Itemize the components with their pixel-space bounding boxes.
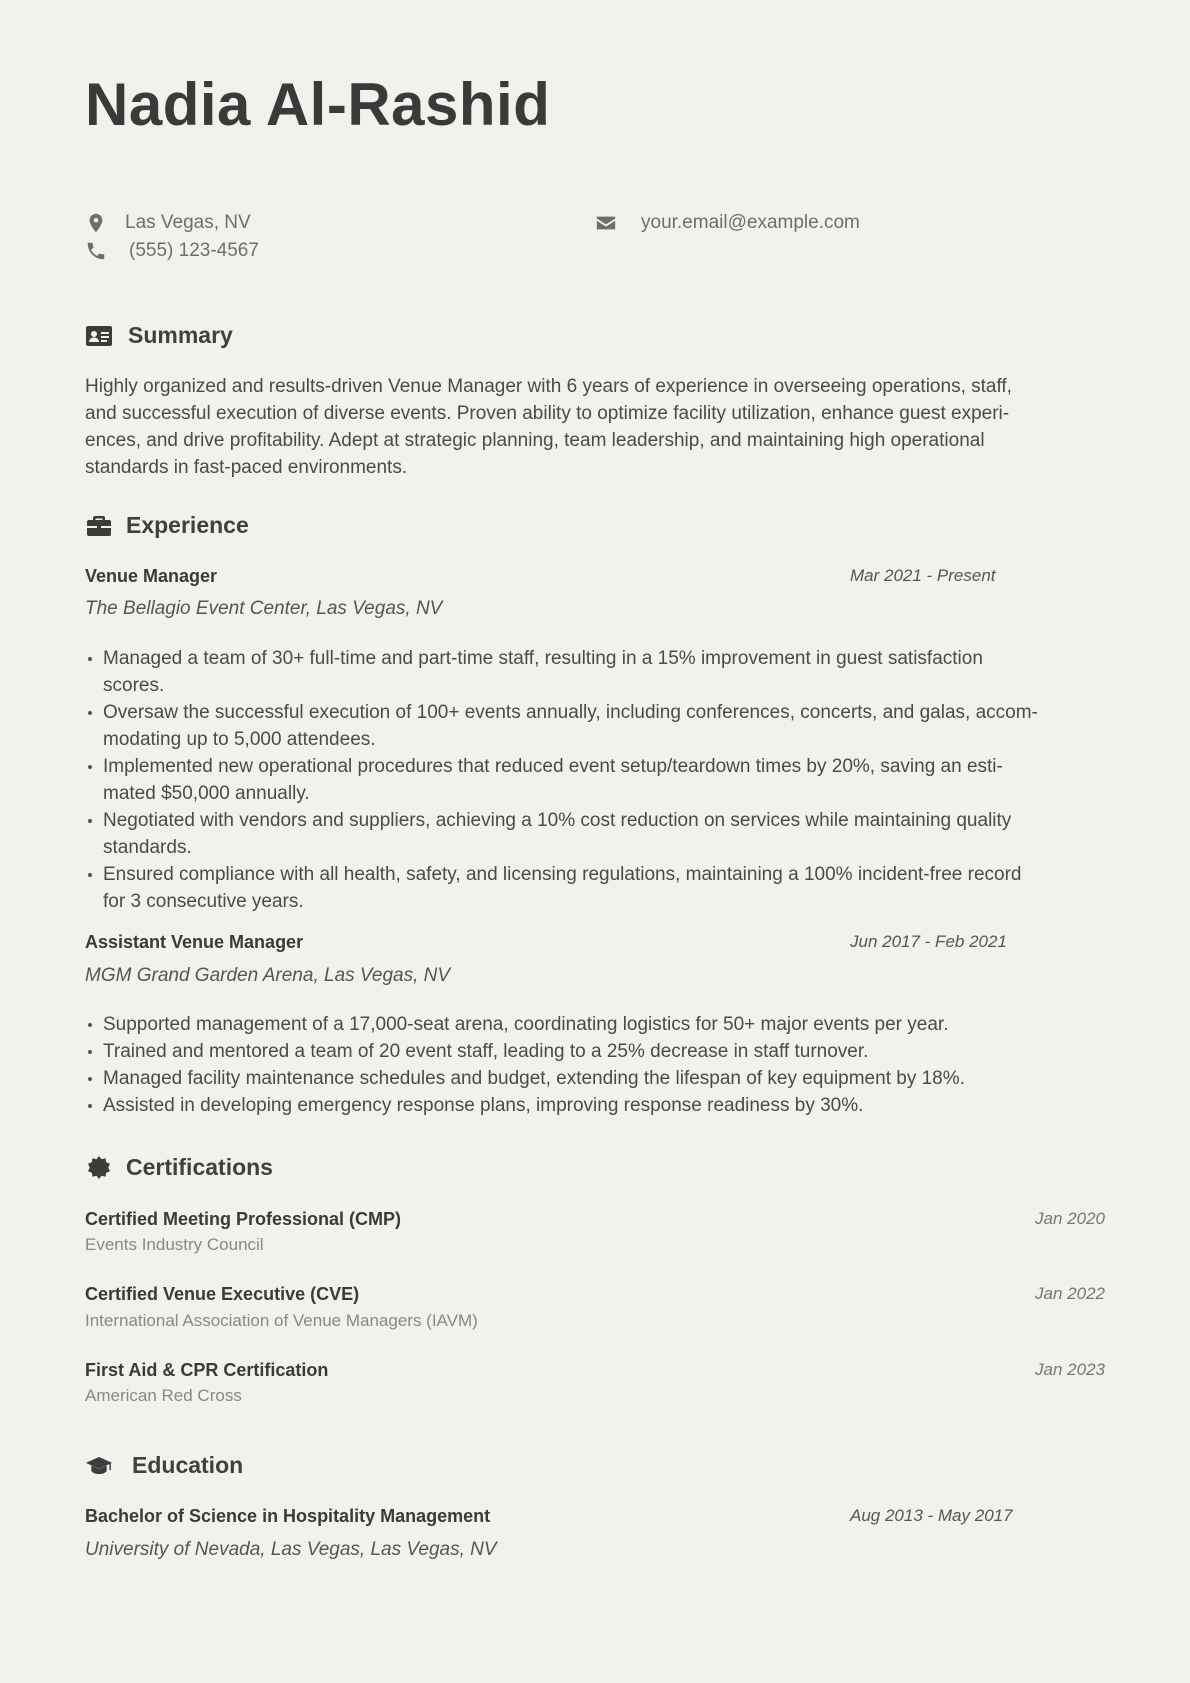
section-summary-heading	[85, 322, 233, 349]
job-company: The Bellagio Event Center, Las Vegas, NV	[85, 598, 443, 619]
summary-line: Highly organized and results-driven Venue Manager with 6 years of experience in overseeing operations, staff,	[85, 376, 1012, 397]
summary-text	[85, 373, 1095, 481]
section-title: Summary	[128, 322, 233, 348]
resume-page	[85, 0, 1105, 1683]
section-experience-heading	[85, 512, 249, 539]
list-item: Negotiated with vendors and suppliers, achieving a 10% cost reduction on services while maintaining quality standards.	[85, 807, 1105, 861]
cert-name: Certified Meeting Professional (CMP)	[85, 1209, 402, 1229]
cert-name: Certified Venue Executive (CVE)	[85, 1284, 360, 1304]
location-text: Las Vegas, NV	[125, 212, 251, 233]
list-item: Managed a team of 30+ full-time and part-time staff, resulting in a 15% improvement in guest satisfaction scores.	[85, 645, 1105, 699]
email-link[interactable]: your.email@example.com	[641, 212, 860, 233]
section-title: Experience	[126, 512, 249, 538]
job-bullets	[85, 1011, 1105, 1119]
phone-text: (555) 123-4567	[129, 240, 259, 261]
cert-date: Jan 2023	[1035, 1360, 1105, 1379]
cert-date: Jan 2020	[1035, 1209, 1105, 1228]
id-card-icon	[85, 323, 113, 349]
cert-issuer: American Red Cross	[85, 1386, 242, 1405]
contact-email	[595, 212, 860, 234]
job-dates: Mar 2021 - Present	[850, 566, 996, 585]
list-item: Supported management of a 17,000-seat arena, coordinating logistics for 50+ major events per year.	[85, 1011, 1105, 1038]
graduation-cap-icon	[85, 1453, 116, 1479]
summary-line: standards in fast-paced environments.	[85, 457, 408, 478]
summary-line: ences, and drive profitability. Adept at strategic planning, team leadership, and maintaining high operational	[85, 430, 985, 451]
list-item: Managed facility maintenance schedules and budget, extending the lifespan of key equipment by 18%.	[85, 1065, 1105, 1092]
contact-location	[85, 212, 251, 234]
contact-phone	[85, 240, 259, 262]
section-title: Education	[132, 1452, 244, 1478]
list-item: Implemented new operational procedures that reduced event setup/teardown times by 20%, saving an esti- mated $50,000 annually.	[85, 753, 1105, 807]
section-certifications-heading	[85, 1154, 273, 1181]
phone-icon	[85, 240, 107, 262]
education-dates: Aug 2013 - May 2017	[850, 1506, 1013, 1525]
certificate-icon	[85, 1155, 111, 1181]
list-item: Assisted in developing emergency response plans, improving response readiness by 30%.	[85, 1092, 1105, 1119]
section-title: Certifications	[126, 1154, 273, 1180]
job-title: Venue Manager	[85, 566, 218, 586]
summary-line: and successful execution of diverse events. Proven ability to optimize facility utilization, enhance guest experi-	[85, 403, 1010, 424]
candidate-name: Nadia Al-Rashid	[85, 71, 551, 138]
cert-date: Jan 2022	[1035, 1284, 1105, 1303]
cert-issuer: International Association of Venue Managers (IAVM)	[85, 1311, 478, 1330]
school-name: University of Nevada, Las Vegas, Las Vegas, NV	[85, 1539, 497, 1560]
job-company: MGM Grand Garden Arena, Las Vegas, NV	[85, 965, 451, 986]
job-dates: Jun 2017 - Feb 2021	[850, 932, 1007, 951]
map-marker-icon	[85, 212, 107, 234]
cert-issuer: Events Industry Council	[85, 1235, 264, 1254]
job-bullets	[85, 645, 1105, 915]
job-title: Assistant Venue Manager	[85, 932, 304, 952]
envelope-icon	[595, 212, 617, 234]
list-item: Oversaw the successful execution of 100+ events annually, including conferences, concerts, and galas, accom- modating up to 5,000 attendees.	[85, 699, 1105, 753]
list-item: Ensured compliance with all health, safety, and licensing regulations, maintaining a 100% incident-free record for 3 consecutive years.	[85, 861, 1105, 915]
section-education-heading	[85, 1452, 243, 1479]
briefcase-icon	[85, 513, 111, 539]
list-item: Trained and mentored a team of 20 event staff, leading to a 25% decrease in staff turnover.	[85, 1038, 1105, 1065]
cert-name: First Aid & CPR Certification	[85, 1360, 329, 1380]
degree-title: Bachelor of Science in Hospitality Management	[85, 1506, 491, 1526]
